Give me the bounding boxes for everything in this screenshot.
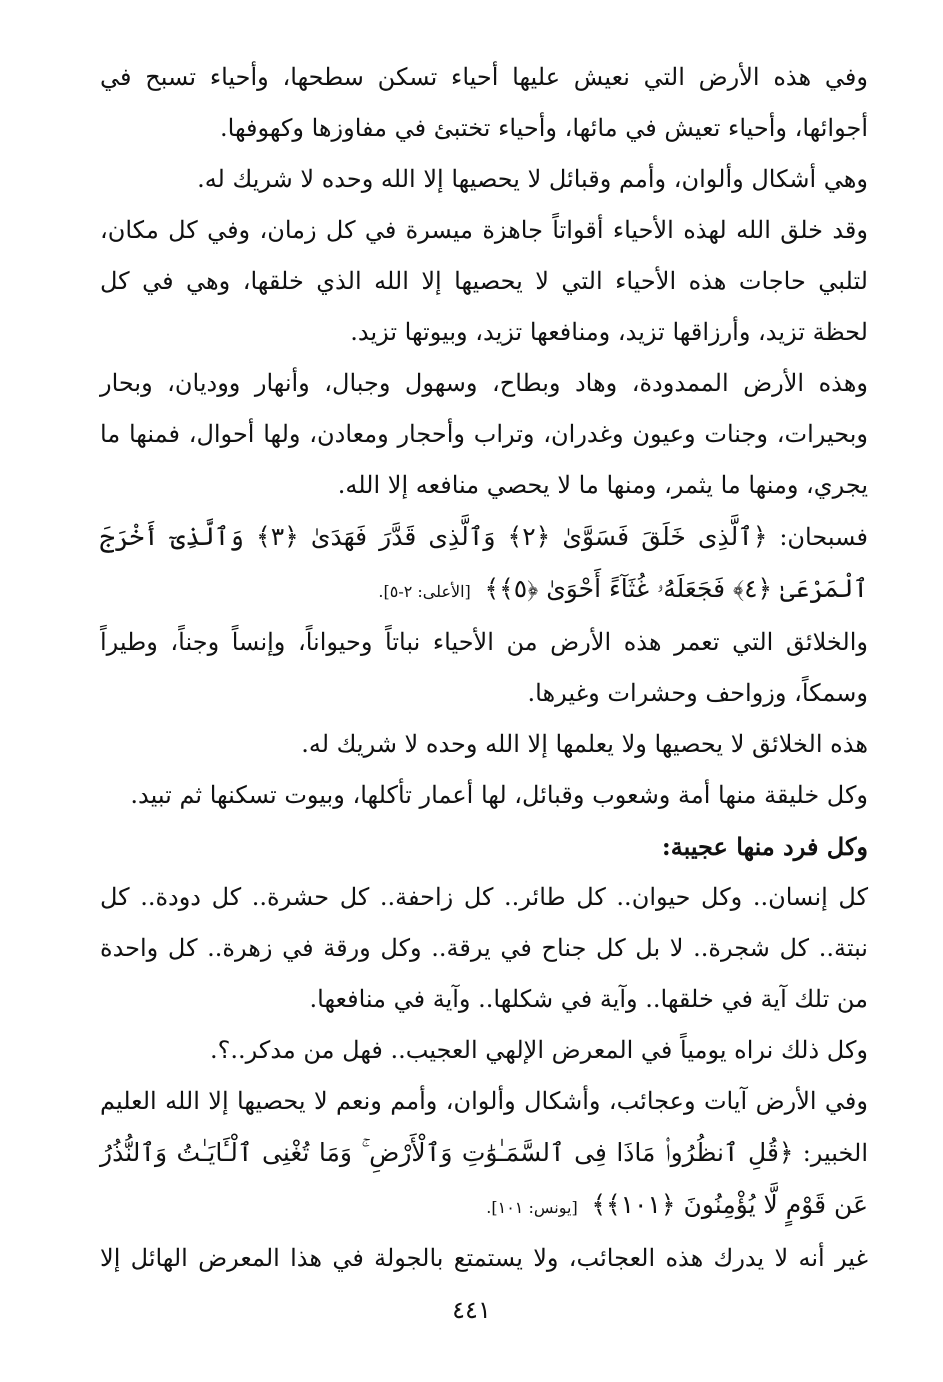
paragraph-nations: وكل خليقة منها أمة وشعوب وقبائل، لها أعمار تأكلها، وبيوت تسكنها ثم تبيد. (130, 781, 868, 809)
paragraph-only-allah-knows: هذه الخلائق لا يحصيها ولا يعلمها إلا الله وحده لا شريك له. (301, 730, 868, 758)
paragraph-earth: وهذه الأرض الممدودة، وهاد وبطاح، وسهول وجبال، وأنهار ووديان، وبحار وبحيرات، وجنات وعيون وغدران، وتراب وأحجار ومعادن، ولها أحوال، فمنها ما يجري، ومنها ما يثمر، ومنها ما لا يحصي منافعه إلا الله. (100, 369, 868, 499)
page-number: ٤٤١ (452, 1296, 491, 1324)
paragraph-exhibition: وكل ذلك نراه يومياً في المعرض الإلهي العجيب.. فهل من مدكر..؟. (210, 1036, 868, 1064)
quran-verse: ﴿ٱلَّذِى خَلَقَ فَسَوَّىٰ ﴿٢﴾ وَٱلَّذِى قَدَّرَ فَهَدَىٰ ﴿٣﴾ وَٱلَّذِىٓ أَخْرَجَ ٱلْمَرْعَىٰ ﴿٤﴾ فَجَعَلَهُۥ غُثَآءً أَحْوَىٰ ﴿٥﴾﴾ (100, 522, 868, 603)
verse-yunus (100, 1076, 868, 1233)
paragraph-every-being: كل إنسان.. وكل حيوان.. كل طائر.. كل زاحفة.. كل حشرة.. كل دودة.. كل نبتة.. كل شجرة.. لا بل كل جناح في يرقة.. وكل ورقة في زهرة.. كل واحدة من تلك آية في خلقها.. وآية في شكلها.. وآية في منافعها. (100, 883, 868, 1013)
verse-reference: [يونس: ١٠١]. (486, 1198, 578, 1217)
paragraph-provisions: وقد خلق الله لهذه الأحياء أقواتاً جاهزة ميسرة في كل زمان، وفي كل مكان، لتلبي حاجات هذه الأحياء التي لا يحصيها إلا الله الذي خلقها، وهي في كل لحظة تزيد، وأرزاقها تزيد، ومنافعها تزيد، وبيوتها تزيد. (100, 216, 868, 346)
section-heading: وكل فرد منها عجيبة: (661, 832, 868, 861)
verse-intro: وفي الأرض آيات وعجائب، وأشكال وألوان، وأمم ونعم لا يحصيها إلا الله العليم الخبير: (100, 1087, 868, 1167)
paragraph-last-line: غير أنه لا يدرك هذه العجائب، ولا يستمتع بالجولة في هذا المعرض الهائل إلا (100, 1244, 868, 1272)
paragraph-living-beings: وفي هذه الأرض التي نعيش عليها أحياء تسكن سطحها، وأحياء تسبح في أجوائها، وأحياء تعيش في مائها، وأحياء تختبئ في مفاوزها وكهوفها. (100, 63, 868, 142)
page-body (100, 52, 868, 1352)
quran-verse: ﴿قُلِ ٱنظُرُوا۟ مَاذَا فِى ٱلسَّمَـٰوَٰتِ وَٱلْأَرْضِ ۚ وَمَا تُغْنِى ٱلْـَٔايَـٰتُ وَٱلنُّذُرُ عَن قَوْمٍ لَّا يُؤْمِنُونَ ﴿١٠١﴾﴾ (100, 1138, 868, 1219)
verse-intro: فسبحان: (779, 523, 868, 551)
paragraph-creatures: والخلائق التي تعمر هذه الأرض من الأحياء نباتاً وحيواناً، وإنساً وجناً، وطيراً وسمكاً، وزواحف وحشرات وغيرها. (100, 628, 868, 707)
paragraph-shapes-colors: وهي أشكال وألوان، وأمم وقبائل لا يحصيها إلا الله وحده لا شريك له. (197, 165, 868, 193)
verse-al-ala (100, 511, 868, 617)
verse-reference: [الأعلى: ٢-٥]. (378, 582, 471, 601)
